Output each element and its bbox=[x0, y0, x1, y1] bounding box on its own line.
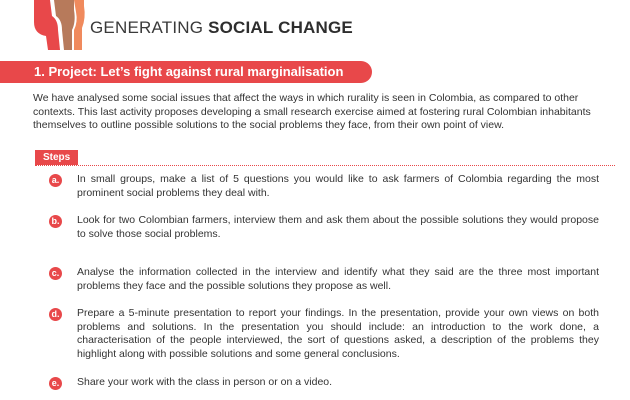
project-title: 1. Project: Let’s fight against rural marginalisation bbox=[34, 64, 344, 79]
steps-label: Steps bbox=[35, 150, 78, 165]
step-badge: a. bbox=[49, 174, 62, 187]
step-text: Look for two Colombian farmers, interview them and ask them about the possible solutions they would propose to solve those social problems. bbox=[77, 214, 599, 240]
intro-paragraph: We have analysed some social issues that affect the ways in which rurality is seen in Colombia, as compared to other contexts. This last activity proposes developing a small research exercise aimed at fostering rural Colombian inhabitants themselves to outline possible solutions to the social problems they face, from their own point of view. bbox=[33, 92, 591, 131]
header-title-bold: SOCIAL CHANGE bbox=[208, 18, 353, 37]
step-text: Analyse the information collected in the interview and identify what they said are the three most important problems they face and the possible solutions they propose as well. bbox=[77, 266, 599, 292]
step-badge: c. bbox=[49, 267, 62, 280]
step-badge: b. bbox=[49, 215, 62, 228]
header-title bbox=[90, 18, 353, 38]
step-badge: e. bbox=[49, 377, 62, 390]
header-title-prefix: GENERATING bbox=[90, 18, 209, 37]
step-text: Prepare a 5-minute presentation to report your findings. In the presentation, provide your own views on both problems and solutions. In the presentation you should include: an introduction to the work done, a characterisation of the people interviewed, the sort of questions asked, a description of the problems they highlight along with possible solutions and some general conclusions. bbox=[77, 307, 599, 360]
step-text: Share your work with the class in person or on a video. bbox=[77, 376, 333, 388]
step-text: In small groups, make a list of 5 questions you would like to ask farmers of Colombia regarding the most prominent social problems they deal with. bbox=[77, 173, 599, 199]
step-badge: d. bbox=[49, 308, 62, 321]
steps-divider bbox=[35, 165, 615, 167]
raised-hands-icon bbox=[28, 0, 88, 50]
page-header bbox=[0, 0, 630, 56]
